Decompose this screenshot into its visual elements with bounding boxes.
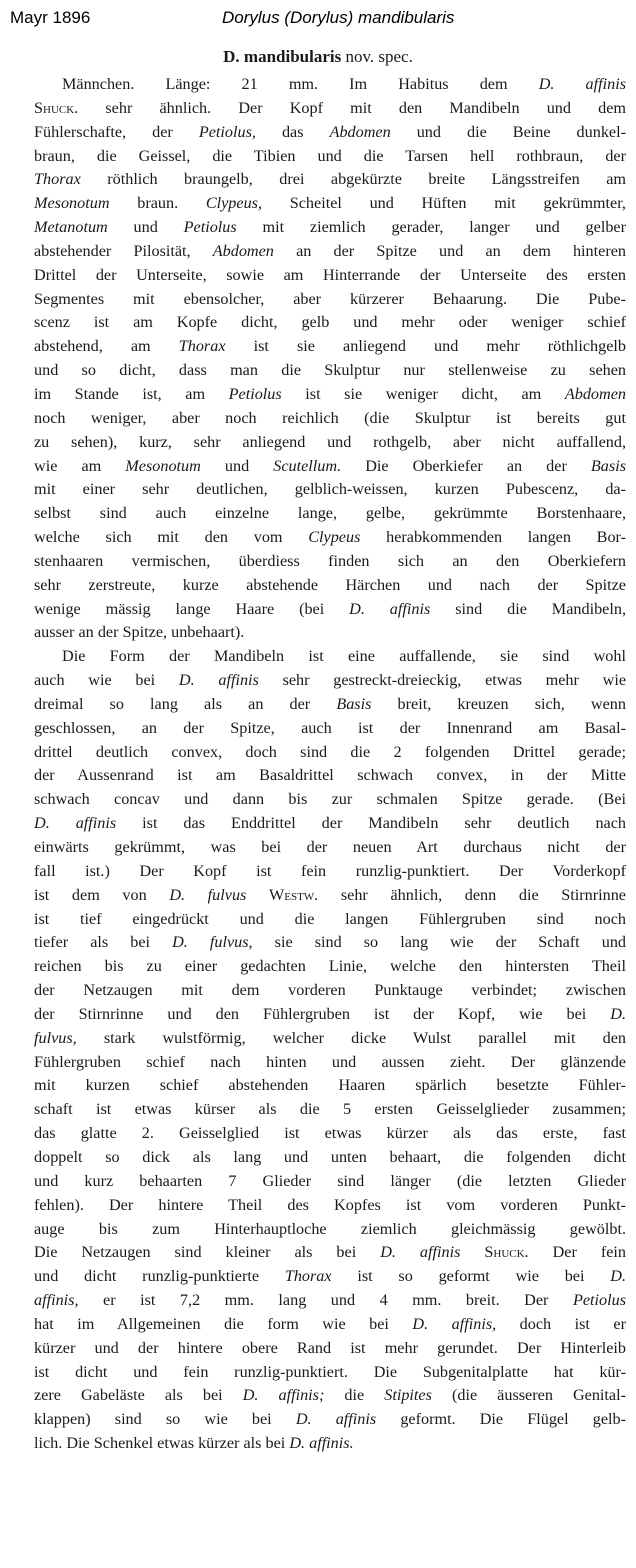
text-run: röthlich braungelb, drei abgekürzte breite Längsstreifen am xyxy=(80,170,626,189)
text-run: lich. Die Schenkel etwas kürzer als bei xyxy=(34,1434,290,1453)
text-run: auch wie bei xyxy=(34,671,179,690)
text-run: wie am xyxy=(34,456,126,475)
text-run: sehr zerstreute, kurze abstehende Härchen und nach der Spitze xyxy=(34,575,626,594)
italic-term: Mesonotum xyxy=(34,194,110,213)
text-run: klappen) sind so wie bei xyxy=(34,1410,296,1429)
text-run: kürzer und der hintere obere Rand ist mehr gerundet. Der Hinterleib xyxy=(34,1338,626,1357)
text-run: der Stirnrinne und den Fühlergruben ist der Kopf, wie bei xyxy=(34,1004,611,1023)
text-run: Die Form der Mandibeln ist eine auffallende, sie sind wohl xyxy=(62,647,626,666)
text-run: ist sie weniger dicht, am xyxy=(281,384,565,403)
text-run: Fühlergruben schief nach hinten und aussen zieht. Der glänzende xyxy=(34,1052,626,1071)
text-run: sie sind so lang wie der Schaft und xyxy=(252,933,626,952)
text-line xyxy=(34,908,626,932)
text-run: und so dicht, dass man die Skulptur nur stellenweise zu sehen xyxy=(34,361,626,380)
text-run: stark wulstförmig, welcher dicke Wulst parallel mit den xyxy=(76,1028,626,1047)
text-line xyxy=(34,693,626,717)
text-line xyxy=(34,1265,626,1289)
text-run: breit, kreuzen sich, wenn xyxy=(371,694,626,713)
italic-term: D. affinis xyxy=(34,814,117,833)
text-line xyxy=(34,1361,626,1385)
text-line xyxy=(34,1337,626,1361)
text-run: zere Gabeläste als bei xyxy=(34,1386,243,1405)
text-line xyxy=(34,455,626,479)
text-line xyxy=(34,1170,626,1194)
text-run: Die Netzaugen sind kleiner als bei xyxy=(34,1243,381,1262)
text-run: fall ist.) Der Kopf ist fein runzlig-punktiert. Der Vorderkopf xyxy=(34,861,626,880)
text-line xyxy=(34,1098,626,1122)
text-run: Die Oberkiefer an der xyxy=(341,456,591,475)
text-line xyxy=(34,168,626,192)
text-run: selbst sind auch einzelne lange, gelbe, gekrümmte Borstenhaare, xyxy=(34,504,626,523)
text-line xyxy=(34,931,626,955)
italic-term: Metanotum xyxy=(34,218,108,237)
text-line xyxy=(34,288,626,312)
italic-term: Thorax xyxy=(284,1267,332,1286)
italic-term: D. affinis; xyxy=(242,1386,325,1405)
italic-term: Basis xyxy=(336,694,372,713)
text-run: die xyxy=(324,1386,385,1405)
text-line xyxy=(34,502,626,526)
text-run: wenige mässig lange Haare (bei xyxy=(34,599,350,618)
text-run: Scheitel und Hüften mit gekrümmter, xyxy=(262,194,626,213)
text-line xyxy=(34,1051,626,1075)
text-line xyxy=(34,335,626,359)
text-run: noch weniger, aber noch reichlich (die Skulptur ist bereits gut xyxy=(34,408,626,427)
text-run xyxy=(246,886,269,904)
italic-term: Scutellum. xyxy=(273,456,342,475)
species-name: D. mandibularis xyxy=(223,47,342,66)
italic-term: Petiolus xyxy=(183,218,237,237)
header-author-year: Mayr 1896 xyxy=(10,8,91,27)
italic-term: Abdomen xyxy=(212,241,274,260)
italic-term: affinis, xyxy=(34,1291,79,1310)
text-run: schaft ist etwas kürser als die 5 ersten Geisselglieder zusammen; xyxy=(34,1100,626,1119)
text-run: doppelt so dick als lang und unten behaart, die folgenden dicht xyxy=(34,1147,626,1166)
text-run: und dicht runzlig-punktierte xyxy=(34,1267,285,1286)
text-line xyxy=(34,812,626,836)
text-line xyxy=(34,1408,626,1432)
text-run: (die äusseren Genital- xyxy=(431,1386,626,1405)
italic-term: D. affinis xyxy=(538,75,626,93)
italic-term: Thorax xyxy=(178,337,226,356)
author-name: Shuck. xyxy=(484,1243,529,1262)
text-run: geformt. Die Flügel gelb- xyxy=(376,1410,626,1429)
text-line xyxy=(34,1218,626,1242)
text-run: ausser an der Spitze, unbehaart). xyxy=(34,623,245,642)
text-line xyxy=(34,788,626,812)
text-run: ist sie anliegend und mehr röthlichgelb xyxy=(225,337,626,356)
text-line xyxy=(34,645,626,669)
text-run: Der fein xyxy=(528,1243,626,1262)
text-line xyxy=(34,192,626,216)
text-run: ist das Enddrittel der Mandibeln sehr deutlich nach xyxy=(116,814,626,833)
text-run: scenz ist am Kopfe dicht, gelb und mehr oder weniger schief xyxy=(34,313,626,332)
text-line xyxy=(34,598,626,622)
text-run: schwach concav und dann bis zur schmalen Spitze gerade. (Bei xyxy=(34,790,626,809)
text-run: mit ziemlich gerader, langer und gelber xyxy=(236,218,626,237)
text-run: an der Spitze und an dem hinteren xyxy=(273,241,626,260)
text-line xyxy=(34,1289,626,1313)
italic-term: fulvus, xyxy=(34,1028,77,1047)
text-line xyxy=(34,264,626,288)
text-run: sehr ähnlich, denn die Stirnrinne xyxy=(318,885,626,904)
text-line xyxy=(34,669,626,693)
italic-term: D. affinis xyxy=(349,599,431,618)
text-run: mit kurzen schief abstehenden Haaren spärlich besetzte Fühler- xyxy=(34,1076,626,1095)
italic-term: Petiolus xyxy=(228,384,282,403)
text-run: einwärts gekrümmt, was bei der neuen Art durchaus nicht der xyxy=(34,838,626,856)
text-run: Drittel der Unterseite, sowie am Hinterrande der Unterseite des ersten xyxy=(34,265,626,284)
text-run: Männchen. Länge: 21 mm. Im Habitus dem xyxy=(62,75,539,93)
text-line xyxy=(34,574,626,598)
text-run: geschlossen, an der Spitze, auch ist der Innenrand am Basal- xyxy=(34,718,626,737)
italic-term: D. fulvus xyxy=(169,885,247,904)
text-run xyxy=(460,1243,484,1261)
text-run: drittel deutlich convex, doch sind die 2 folgenden Drittel gerade; xyxy=(34,742,626,761)
text-run: ist dicht und fein runzlig-punktiert. Die Subgenitalplatte hat kür- xyxy=(34,1362,626,1381)
text-run: herabkommenden langen Bor- xyxy=(360,528,626,547)
italic-term: Abdomen xyxy=(329,122,391,141)
text-run: abstehend, am xyxy=(34,337,179,356)
text-run: er ist 7,2 mm. lang und 4 mm. breit. Der xyxy=(78,1291,573,1310)
text-line xyxy=(34,1074,626,1098)
text-line xyxy=(34,216,626,240)
text-line xyxy=(34,860,626,884)
italic-term: D. fulvus, xyxy=(172,933,253,952)
text-run: das xyxy=(255,122,330,141)
text-run: hat im Allgemeinen die form wie bei xyxy=(34,1314,413,1333)
author-name: Westw. xyxy=(268,885,319,904)
running-header xyxy=(0,8,636,32)
text-line xyxy=(34,1122,626,1146)
text-run: ist tief eingedrückt und die langen Fühlergruben sind noch xyxy=(34,909,626,928)
italic-term: Abdomen xyxy=(564,384,626,403)
italic-term: D. affinis, xyxy=(412,1314,497,1333)
text-run: braun, die Geissel, die Tibien und die Tarsen hell rothbraun, der xyxy=(34,146,626,165)
italic-term: Clypeus xyxy=(308,528,361,547)
text-run: ist so geformt wie bei xyxy=(331,1267,611,1286)
text-line xyxy=(34,359,626,383)
text-line xyxy=(34,1384,626,1408)
text-run: sind die Mandibeln, xyxy=(430,599,626,618)
text-line xyxy=(34,383,626,407)
text-line xyxy=(34,1194,626,1218)
text-run: stenhaaren vermischen, überdiess finden sich an den Oberkiefern xyxy=(34,551,626,570)
italic-term: Petiolus xyxy=(572,1291,626,1310)
italic-term: D. xyxy=(610,1004,626,1023)
text-run: ist dem von xyxy=(34,885,170,904)
text-run: reichen bis zu einer gedachten Linie, welche den hintersten Theil xyxy=(34,957,626,976)
text-run: und kurz behaarten 7 Glieder sind länger (die letzten Glieder xyxy=(34,1171,626,1190)
italic-term: Thorax xyxy=(34,170,81,189)
text-line xyxy=(34,1027,626,1051)
text-run: doch ist er xyxy=(496,1314,626,1333)
text-line xyxy=(34,73,626,97)
text-run: der Netzaugen mit dem vorderen Punktauge verbindet; zwischen xyxy=(34,981,626,1000)
italic-term: Mesonotum xyxy=(125,456,201,475)
text-line xyxy=(34,955,626,979)
text-run: mit einer sehr deutlichen, gelblich-weissen, kurzen Pubescenz, da- xyxy=(34,480,626,499)
text-run: sehr gestreckt-dreieckig, etwas mehr wie xyxy=(258,671,626,690)
text-line xyxy=(34,550,626,574)
text-line xyxy=(34,1146,626,1170)
header-taxon: Dorylus (Dorylus) mandibularis xyxy=(222,8,455,27)
text-line xyxy=(34,478,626,502)
text-run: Segmentes mit ebensolcher, aber kürzerer Behaarung. Die Pube- xyxy=(34,289,626,308)
text-line xyxy=(34,884,626,908)
italic-term: D. affinis. xyxy=(289,1434,354,1453)
text-line xyxy=(34,979,626,1003)
text-run: zu sehen), kurz, sehr anliegend und rothgelb, aber nicht auffallend, xyxy=(34,432,626,451)
text-run: und xyxy=(107,218,184,237)
species-suffix: nov. spec. xyxy=(345,47,413,66)
text-run: dreimal so lang als an der xyxy=(34,694,337,713)
text-run: und die Beine dunkel- xyxy=(390,122,626,141)
text-run: auge bis zum Hinterhauptloche ziemlich gleichmässig gewölbt. xyxy=(34,1219,626,1238)
text-line xyxy=(34,717,626,741)
text-run: sehr ähnlich. Der Kopf mit den Mandibeln und dem xyxy=(78,98,626,117)
text-line xyxy=(34,836,626,860)
text-line xyxy=(34,741,626,765)
italic-term: D. affinis xyxy=(178,671,259,690)
italic-term: D. xyxy=(610,1267,626,1286)
text-line xyxy=(34,764,626,788)
text-run: das glatte 2. Geisselglied ist etwas kürzer als das erste, fast xyxy=(34,1124,626,1143)
text-line xyxy=(34,1432,626,1456)
text-line xyxy=(34,621,626,645)
text-line xyxy=(34,240,626,264)
text-run: abstehender Pilosität, xyxy=(34,241,213,260)
text-line xyxy=(34,1313,626,1337)
species-heading xyxy=(0,47,636,67)
author-name: Shuck. xyxy=(34,98,79,117)
text-line xyxy=(34,431,626,455)
text-line xyxy=(34,311,626,335)
text-run: Fühlerschafte, der xyxy=(34,122,199,141)
italic-term: Petiolus, xyxy=(198,122,256,141)
italic-term: Clypeus, xyxy=(205,194,263,213)
text-line xyxy=(34,121,626,145)
text-line xyxy=(34,145,626,169)
text-run: der Aussenrand ist am Basaldrittel schwach convex, in der Mitte xyxy=(34,766,626,785)
text-run: tiefer als bei xyxy=(34,933,173,952)
text-line xyxy=(34,1241,626,1265)
text-line xyxy=(34,1003,626,1027)
italic-term: Basis xyxy=(590,456,626,475)
italic-term: Stipites xyxy=(384,1386,432,1405)
text-run: welche sich mit den vom xyxy=(34,528,309,547)
italic-term: D. affinis xyxy=(295,1410,377,1429)
text-line xyxy=(34,407,626,431)
text-run: im Stande ist, am xyxy=(34,384,229,403)
text-run: braun. xyxy=(109,194,206,213)
text-line xyxy=(34,526,626,550)
italic-term: D. affinis xyxy=(380,1243,461,1262)
text-run: und xyxy=(200,456,274,475)
text-run: fehlen). Der hintere Theil des Kopfes ist vom vorderen Punkt- xyxy=(34,1195,626,1214)
text-line xyxy=(34,97,626,121)
description-text xyxy=(34,73,626,1456)
